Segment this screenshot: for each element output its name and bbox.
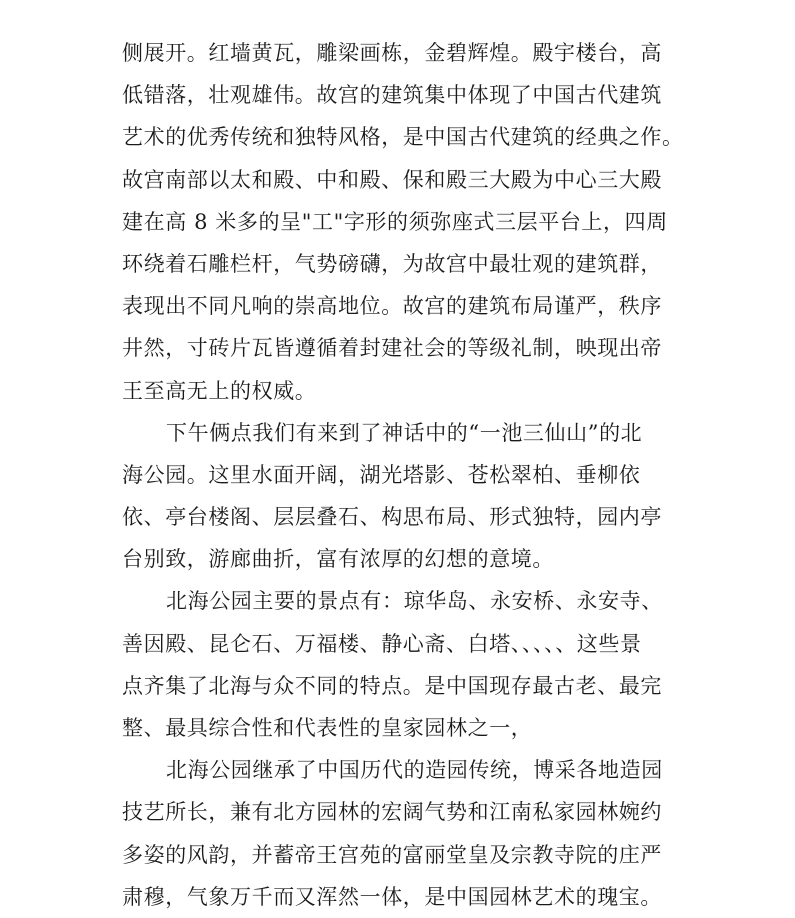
text-line: 故宫南部以太和殿、中和殿、保和殿三大殿为中心三大殿 xyxy=(122,167,662,192)
text-line: 环绕着石雕栏杆，气势磅礴，为故宫中最壮观的建筑群， xyxy=(122,251,662,276)
text-line: 井然，寸砖片瓦皆遵循着封建社会的等级礼制，映现出帝 xyxy=(122,336,662,361)
text-line: 技艺所长，兼有北方园林的宏阔气势和江南私家园林婉约 xyxy=(122,800,662,825)
text-line: 依、亭台楼阁、层层叠石、构思布局、形式独特，园内亭 xyxy=(122,505,662,530)
paragraph-beihai-park-intro xyxy=(122,412,687,581)
text-line-cut-off: 肃穆，气象万千而又浑然一体，是中国园林艺术的瑰宝。 xyxy=(122,884,662,909)
paragraph-beihai-park-tradition xyxy=(122,749,687,918)
text-line: 建在高 8 米多的呈"工"字形的须弥座式三层平台上，四周 xyxy=(122,209,668,234)
text-line: 艺术的优秀传统和独特风格，是中国古代建筑的经典之作。 xyxy=(122,125,684,150)
text-line-indented: 下午俩点我们有来到了神话中的“一池三仙山”的北 xyxy=(166,420,643,445)
paragraph-beihai-park-sights xyxy=(122,580,687,749)
text-line: 善因殿、昆仑石、万福楼、静心斋、白塔、、、、、这些景 xyxy=(122,631,642,656)
text-line: 侧展开。红墙黄瓦，雕梁画栋，金碧辉煌。殿宇楼台，高 xyxy=(122,41,662,65)
document-body xyxy=(122,32,687,918)
paragraph-forbidden-city xyxy=(122,32,687,412)
text-line: 表现出不同凡响的崇高地位。故宫的建筑布局谨严，秩序 xyxy=(122,294,662,319)
text-line: 整、最具综合性和代表性的皇家园林之一， xyxy=(122,716,533,740)
text-line: 低错落，壮观雄伟。故宫的建筑集中体现了中国古代建筑 xyxy=(122,83,662,108)
text-line: 王至高无上的权威。 xyxy=(122,378,317,403)
text-line: 多姿的风韵，并蓄帝王宫苑的富丽堂皇及宗教寺院的庄严 xyxy=(122,842,662,867)
text-line-indented: 北海公园继承了中国历代的造园传统，博采各地造园 xyxy=(166,758,663,783)
text-line-indented: 北海公园主要的景点有：琼华岛、永安桥、永安寺、 xyxy=(166,589,663,614)
text-line: 点齐集了北海与众不同的特点。是中国现存最古老、最完 xyxy=(122,673,662,698)
text-line: 台别致，游廊曲折，富有浓厚的幻想的意境。 xyxy=(122,547,554,572)
text-line: 海公园。这里水面开阔，湖光塔影、苍松翠柏、垂柳依 xyxy=(122,462,641,487)
